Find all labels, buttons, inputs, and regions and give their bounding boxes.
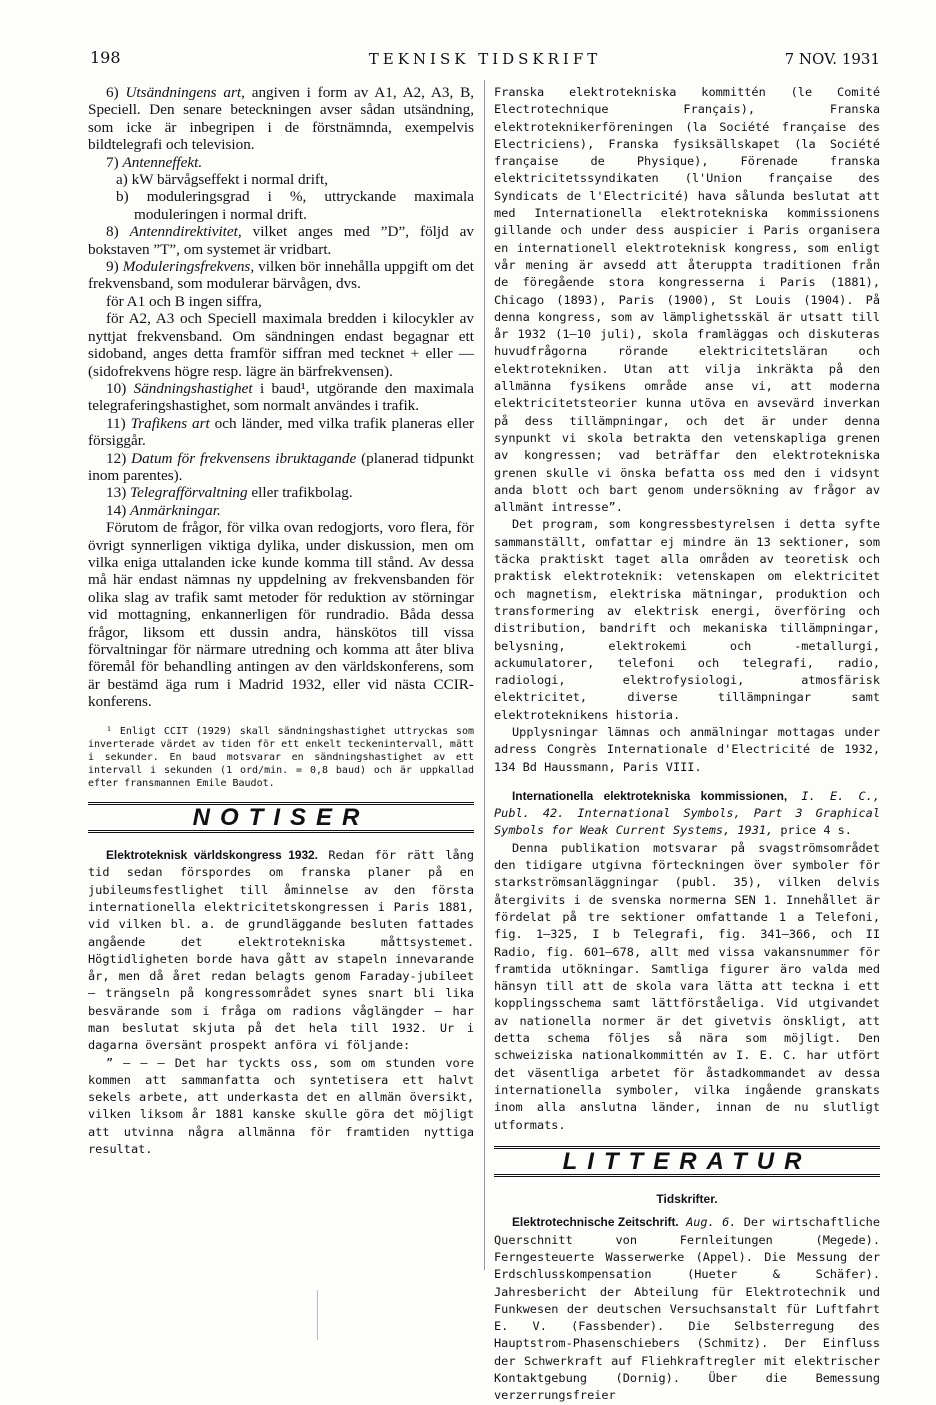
list-item: 13) Telegrafförvaltning eller trafikbolag. (106, 484, 353, 502)
list-item: 8) Antenndirektivitet, vilket anges med ”D”, följd av bokstaven ”T”, om systemet är vridbart. (88, 223, 474, 258)
list-item: 6) Utsändningens art, angiven i form av A1, A2, A3, B, Speciell. Den senare beteckningen avser sådan utsändning, som icke är inbegripen i de förstnämnda, exempelvis bildtelegrafi och television. (88, 84, 474, 154)
notis-block (88, 847, 474, 1158)
list-item: 12) Datum för frekvensens ibruktagande (planerad tidpunkt inom parentes). (88, 449, 474, 484)
paragraph: för A1 och B ingen siffra, (106, 292, 262, 310)
paragraph: ” — — — Det har tyckts oss, som om stunden vore kommen att sammanfatta och syntetisera ett halvt sekels arbete, att underkasta det en allmän översikt, vilken liksom år 1881 kanske skulle göra det möjligt att utvinna några allmänna för framtiden nyttiga resultat. (88, 1055, 474, 1157)
paragraph: Franska elektrotekniska kommittén (le Comité Electrotechnique Français), Franska elektroteknikerföreningen (la Société française des Electriciens), Franska fysiksällskapet (la Société française de Physique), Förenade franska elektricitetssyndikaten (l'Union française des Syndicats de l'Electricité) hava sålunda beslutat att med Internationella elektrotekniska kommissionens gillande och under dess auspicier i Paris organisera en internationell elektroteknisk kongress, som enligt vår mening är avsedd att återuppta traditionen från de föregående stora kongresserna i Paris (1881), Chicago (1893), Paris (1900), St Louis (1904). På denna kongress, som av lämplighetsskäl är utsatt till år 1932 (1—10 juli), skola framläggas och diskuteras huvudfrågorna rörande elektricitetsläran och elektrotekniken. Utan att vilja inkräkta på den allmänna fysikens område anse vi, att moderna elektricitetsteorier kunna utöva en avsevärd inverkan på dess tillämpningar, och det är under denna synpunkt vi skola betrakta den vetenskapliga grenen av kongressen; vad beträffar den elektrotekniska grenen skulle vi önska befatta oss med den i vidsynt anda blott och bart genom undersökning av frågor av allmänt intresse”. (494, 85, 880, 515)
paragraph: Upplysningar lämnas och anmälningar mottagas under adress Congrès Internationale d'Electricité de 1932, 134 Bd Haussmann, Paris VIII. (494, 724, 880, 774)
list-subitem: b) moduleringsgrad i %, uttryckande maximala moduleringen i normal drift. (116, 188, 474, 223)
footnote: ¹ Enligt CCIT (1929) skall sändningshastighet uttryckas som inverterade värdet av tiden för ett enkelt teckenintervall, mätt i sekunder. En baud motsvarar en sändningshastighet av ett intervall i sekunden (1 ord/min. = 0,8 baud) och är uppkallad efter fransmannen Emile Baudot. (88, 725, 474, 789)
list-item: 14) Anmärkningar. (106, 501, 221, 519)
paragraph: Elektrotechnische Zeitschrift. Aug. 6. Der wirtschaftliche Querschnitt von Fernleitungen (Megede). Ferngesteuerte Wasserwerke (Appel). Die Messung der Erdschlusskompensation (Hueter & Schäfer). Jahresbericht der Abteilung für Elektrotechnik und Funkwesen der deutschen Versuchsanstalt für Luftfahrt E. V. (Fassbender). Die Selbsterregung des Hauptstrom-Phasenschiebers (Schmitz). Der Einfluss der Schwerkraft auf Fliehkraftregler mit elektrischer Kontaktgebung (Dornig). Über die Bemessung verzerrungsfreier (494, 1215, 880, 1403)
paragraph: Det program, som kongressbestyrelsen i detta syfte sammanställt, omfattar ej mindre än 13 sektioner, som täcka praktiskt taget alla områden av teoretisk och praktisk elektroteknik: vetenskapen om elektricitet och magnetism, elektriska mätningar, produktion och transformering av elektrisk energi, överföring och distribution, bandrift och mekaniska tillämpningar, belysning, elektrokemi och -metallurgi, ackumulatorer, telefoni och telegrafi, radio, radiologi, elektrofysiologi, atmosfärisk elektricitet, diverse tillämpningar samt elektroteknikens historia. (494, 517, 880, 722)
list-item: 10) Sändningshastighet i baud¹, utgörande den maximala telegraferingshastighet, som normalt användes i trafik. (88, 379, 474, 415)
fold-line (317, 1290, 318, 1340)
section-heading-litteratur: LITTERATUR (494, 1146, 880, 1177)
subheading: Tidskrifter. (656, 1192, 718, 1207)
left-column (88, 84, 474, 1158)
page-header (90, 48, 880, 72)
section-heading-notiser: NOTISER (88, 802, 474, 833)
journal-title: TEKNISK TIDSKRIFT (368, 50, 602, 68)
column-divider (484, 80, 485, 1270)
paragraph: Elektroteknisk världskongress 1932. Redan för rätt lång tid sedan förspordes om franska planer på en jubileumsfestlighet till åminnelse av den första internationella elektricitetskongressen i Paris 1881, vid vilken bl. a. de grundläggande besluten fattades angående det elektrotekniska måttsystemet. Högtidligheten borde hava gått av stapeln innevarande år, men då året redan belagts genom Faraday-jubileet — trängseln på kongressområdet synes snart bli lika besvärande som i fråga om radions våglängder — har man beslutat skjuta på det hela till 1932. Ur i dagarna översänt prospekt anföra vi följande: (88, 848, 474, 1053)
list-item: 11) Trafikens art och länder, med vilka trafik planeras eller försiggår. (88, 414, 475, 450)
paragraph: Förutom de frågor, för vilka ovan redogjorts, voro flera, för övrigt synnerligen viktiga dylika, under diskussion, men om vilka eniga uttalanden icke kunde komma till stånd. Av dessa må här endast nämnas ny uppdelning av frekvensbanden för olika slag av trafik samt metoder för reduktion av störningar vid mottagning, enkannerligen för rundradio. Båda dessa frågor, liksom ett dussin andra, hänskötos till vissa förvaltningar för närmare utredning och komma att åter bliva föremål för behandling antingen av den världskonferens, som är bestämd äga rum i Madrid 1932, eller vid nästa CCIR-konferens. (88, 519, 474, 711)
list-item: 9) Moduleringsfrekvens, vilken bör innehålla uppgift om det frekvensband, som modulerar bärvågen, dvs. (88, 258, 475, 293)
spacer (494, 776, 880, 788)
paragraph: Internationella elektrotekniska kommissionen, I. E. C., Publ. 42. International Symbols, Part 3 Graphical Symbols for Weak Current Systems, 1931, price 4 s. (494, 788, 880, 838)
paragraph: Denna publikation motsvarar på svagströmsområdet den tidigare utgivna förteckningen över symboler för starkströmsanläggningar (publ. 35), vilken delvis återgivits i de svenska normerna SEN 1. Innehållet är fördelat på tre sektioner omfattande 1 a Telefoni, fig. 1—325, I b Telegrafi, fig. 341—366, och II Radio, fig. 601—678, allt med vissa vakansnummer för framtida utökningar. Samtliga figurer äro valda med hänsyn till att de skola vara lätta att teckna i ett kopplingsschema samt lättförståeliga. Vid utgivandet av nationella normer är det givetvis önskligt, att detta schema följes så nära som möjligt. Den schweiziska nationalkommittén av I. E. C. har utfört det väsentliga arbetet för åstadkommandet av dessa internationella symboler, vilka ingående granskats inom alla anslutna länder, innan de nu slutligt utformats. (494, 840, 880, 1132)
list-item: 7) Antenneffekt. (106, 153, 203, 171)
page-number: 198 (90, 48, 121, 67)
paragraph: för A2, A3 och Speciell maximala bredden i kilocykler av nyttjat frekvensband. Om sändningen endast begagnar ett sidoband, anges detta framför siffran med tecknet + eller — (sidofrekvens högre resp. lägre än bärfrekvensen). (88, 310, 474, 380)
list-subitem: a) kW bärvågseffekt i normal drift, (116, 171, 328, 189)
issue-date: 7 NOV. 1931 (784, 50, 880, 68)
right-column (494, 84, 880, 1405)
